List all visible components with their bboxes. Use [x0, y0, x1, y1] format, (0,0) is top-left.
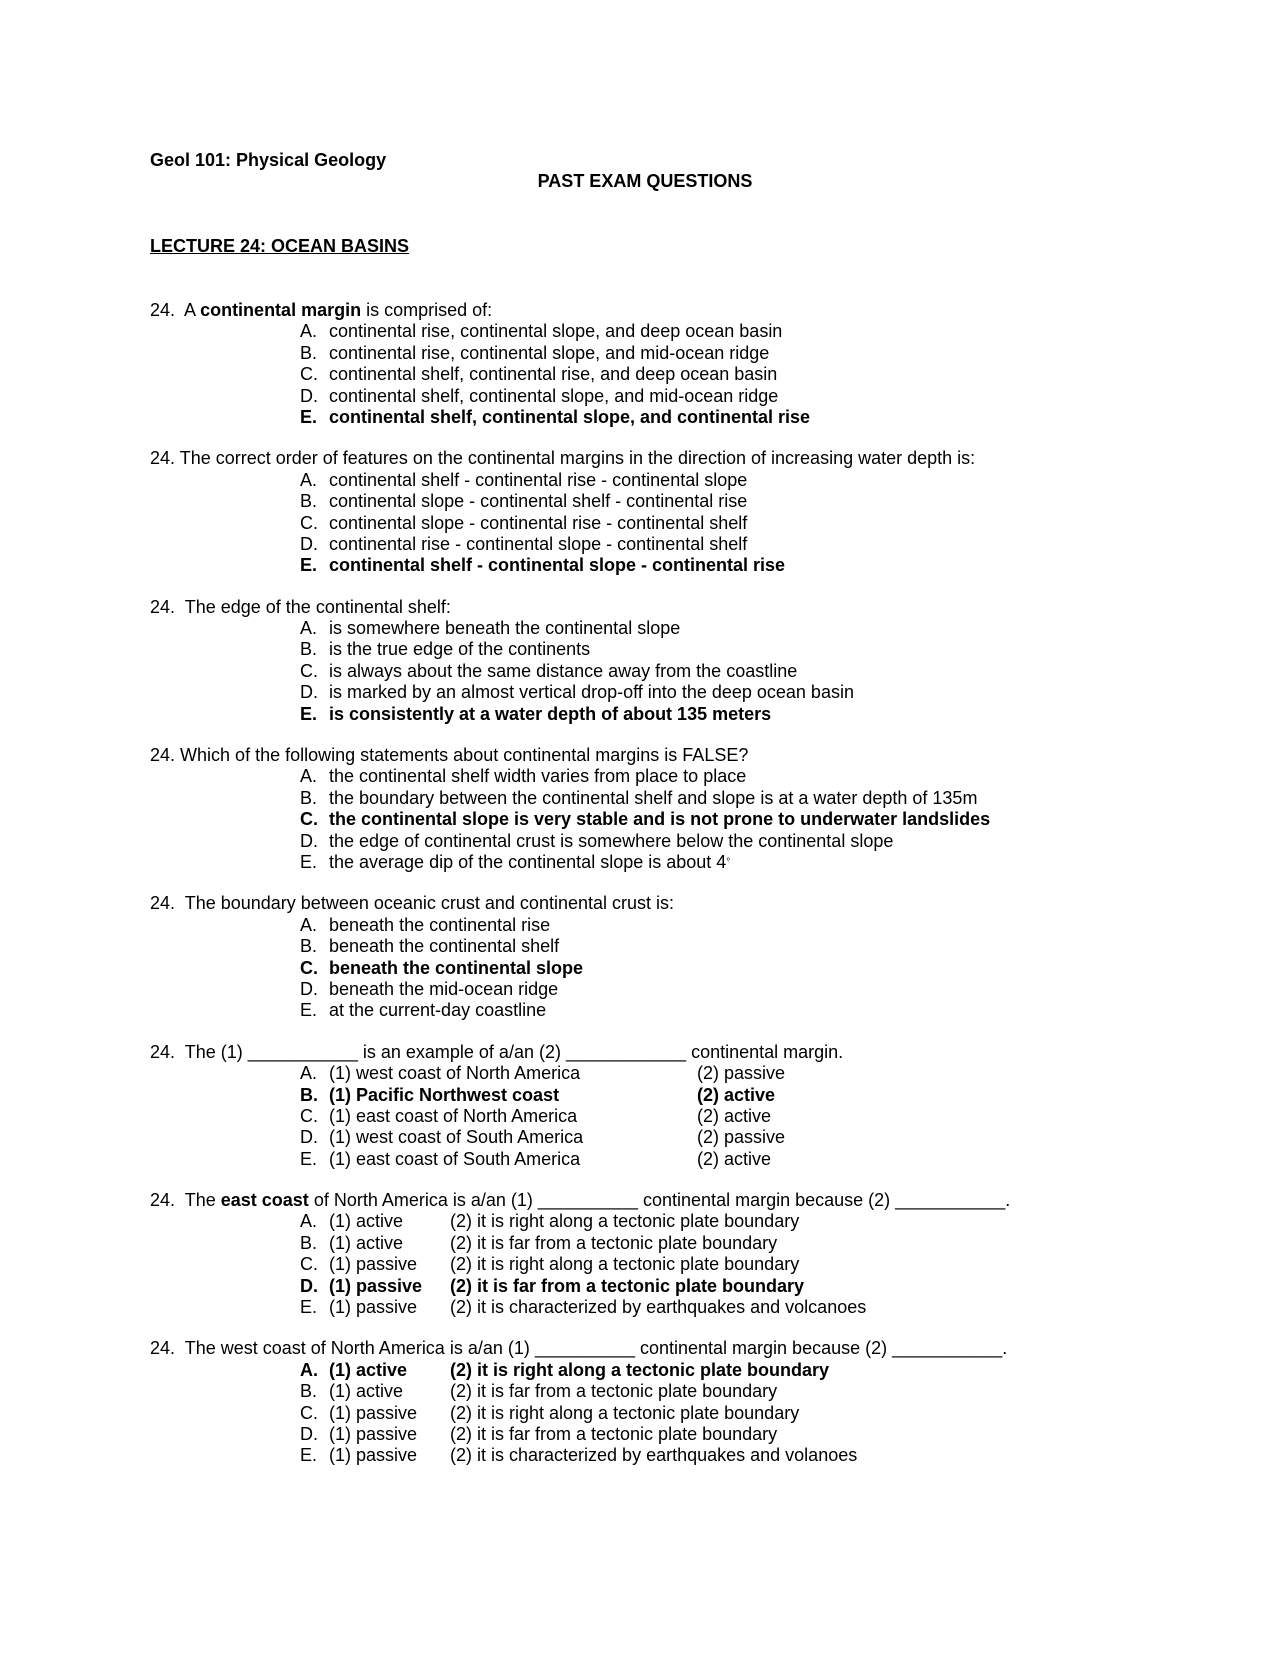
answer-option-correct: C. beneath the continental slope — [300, 957, 584, 978]
answer-option-correct: B. (1) Pacific Northwest coast (2) active — [300, 1084, 776, 1105]
question-list — [150, 300, 1250, 1487]
question-7 — [150, 1190, 1250, 1318]
question-stem: 24. Which of the following statements about continental margins is FALSE? — [150, 745, 749, 766]
answer-option: B. beneath the continental shelf — [300, 936, 560, 957]
answer-option: D. beneath the mid-ocean ridge — [300, 978, 559, 999]
document-title: PAST EXAM QUESTIONS — [537, 171, 753, 191]
answer-option: D. (1) passive (2) it is far from a tectonic plate boundary — [300, 1423, 778, 1444]
question-8 — [150, 1338, 1250, 1466]
answer-option: D. continental rise - continental slope - continental shelf — [300, 533, 748, 554]
answer-option: B. continental slope - continental shelf - continental rise — [300, 491, 748, 512]
answer-option: D. is marked by an almost vertical drop-off into the deep ocean basin — [300, 682, 854, 703]
answer-option: E. the average dip of the continental slope is about 4 ° — [300, 851, 731, 872]
question-stem: 24. A continental margin is comprised of: — [150, 300, 493, 320]
answer-option: D. continental shelf, continental slope, and mid-ocean ridge — [300, 385, 779, 406]
lecture-heading: LECTURE 24: OCEAN BASINS — [150, 236, 410, 256]
answer-option: D. the edge of continental crust is somewhere below the continental slope — [300, 830, 894, 851]
question-stem: 24. The east coast of North America is a/an (1) __________ continental margin because (2) ___________. — [150, 1190, 1011, 1211]
answer-option-correct: E. continental shelf, continental slope, and continental rise — [300, 406, 811, 427]
question-stem: 24. The edge of the continental shelf: — [150, 596, 451, 617]
answer-option: A. the continental shelf width varies from place to place — [300, 766, 747, 787]
answer-option: A. continental rise, continental slope, and deep ocean basin — [300, 321, 783, 342]
question-2 — [150, 448, 1250, 576]
answer-option-correct: A. (1) active (2) it is right along a tectonic plate boundary — [300, 1359, 830, 1380]
answer-option-correct: E. is consistently at a water depth of about 135 meters — [300, 703, 772, 724]
answer-option: D. (1) west coast of South America (2) passive — [300, 1127, 786, 1148]
answer-option-correct: C. the continental slope is very stable and is not prone to underwater landslides — [300, 809, 991, 830]
answer-option: A. is somewhere beneath the continental slope — [300, 618, 681, 639]
question-4 — [150, 745, 1250, 873]
question-stem: 24. The west coast of North America is a/an (1) __________ continental margin because (2) ___________. — [150, 1338, 1008, 1359]
answer-option: C. (1) east coast of North America (2) active — [300, 1105, 772, 1126]
answer-option: B. (1) active (2) it is far from a tectonic plate boundary — [300, 1232, 778, 1253]
question-stem: 24. The (1) ___________ is an example of a/an (2) ____________ continental margin. — [150, 1041, 844, 1062]
answer-option: C. continental shelf, continental rise, and deep ocean basin — [300, 364, 778, 385]
degree-symbol: ° — [726, 856, 731, 868]
question-6 — [150, 1042, 1250, 1170]
answer-option: A. beneath the continental rise — [300, 914, 551, 935]
answer-option: B. is the true edge of the continents — [300, 639, 591, 660]
answer-option: A. (1) west coast of North America (2) passive — [300, 1063, 786, 1084]
course-title: Geol 101: Physical Geology — [150, 150, 387, 170]
answer-option: E. (1) passive (2) it is characterized by earthquakes and volcanoes — [300, 1297, 867, 1318]
answer-option: C. (1) passive (2) it is right along a tectonic plate boundary — [300, 1402, 800, 1423]
question-5 — [150, 893, 1250, 1021]
answer-option: E. (1) east coast of South America (2) active — [300, 1148, 772, 1169]
answer-option: B. the boundary between the continental shelf and slope is at a water depth of 135m — [300, 787, 978, 808]
answer-option: B. continental rise, continental slope, and mid-ocean ridge — [300, 342, 770, 363]
answer-option-correct: E. continental shelf - continental slope - continental rise — [300, 555, 786, 576]
answer-option: C. (1) passive (2) it is right along a tectonic plate boundary — [300, 1254, 800, 1275]
answer-option: A. continental shelf - continental rise - continental slope — [300, 469, 748, 490]
answer-option: C. is always about the same distance away from the coastline — [300, 660, 798, 681]
answer-option: A. (1) active (2) it is right along a tectonic plate boundary — [300, 1211, 800, 1232]
question-stem: 24. The correct order of features on the continental margins in the direction of increasing water depth is: — [150, 448, 976, 469]
answer-option: B. (1) active (2) it is far from a tectonic plate boundary — [300, 1381, 778, 1402]
answer-option: E. at the current-day coastline — [300, 1000, 547, 1021]
answer-option: C. continental slope - continental rise - continental shelf — [300, 512, 748, 533]
answer-option-correct: D. (1) passive (2) it is far from a tectonic plate boundary — [300, 1275, 805, 1296]
answer-option: E. (1) passive (2) it is characterized by earthquakes and volanoes — [300, 1445, 858, 1466]
question-1 — [150, 300, 1250, 428]
question-3 — [150, 597, 1250, 725]
question-stem: 24. The boundary between oceanic crust and continental crust is: — [150, 893, 675, 914]
